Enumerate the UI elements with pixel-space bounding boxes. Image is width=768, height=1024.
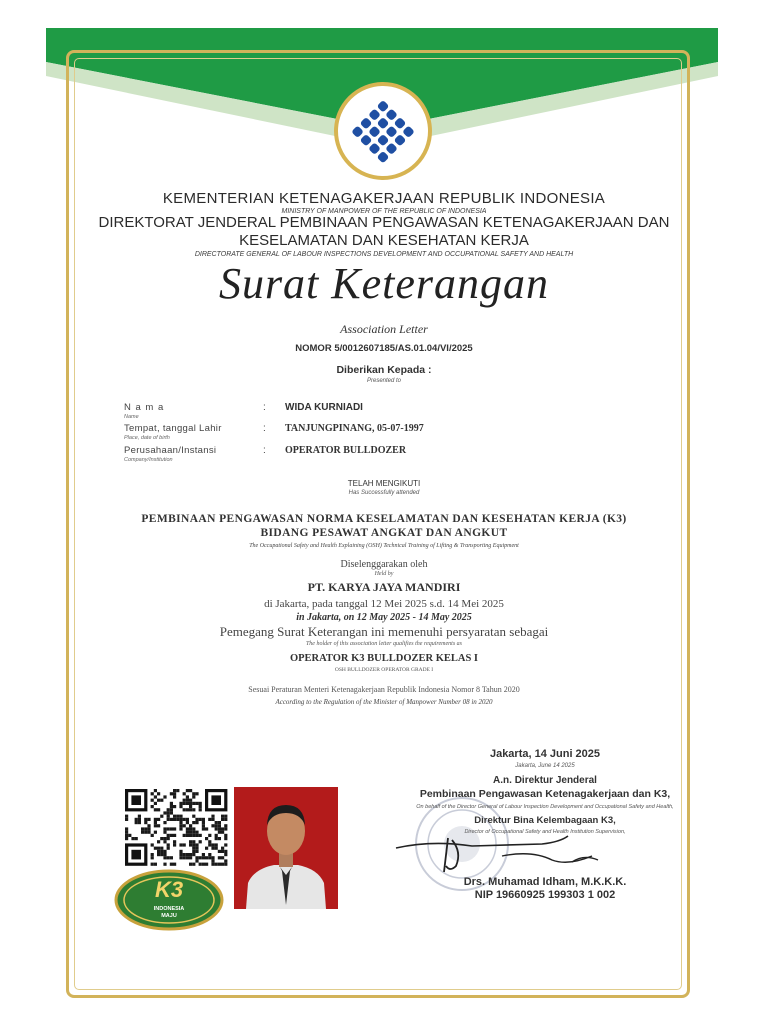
directorate-line2: KESELAMATAN DAN KESEHATAN KERJA — [239, 232, 529, 249]
k3-logo-caption2: MAJU — [161, 913, 177, 919]
birth-colon: : — [263, 423, 266, 434]
program-title-en: The Occupational Safety and Health Explaining (OSH) Technical Training of Lifting & Transporting Equipment — [249, 543, 519, 549]
regulation: Sesuai Peraturan Menteri Ketenagakerjaan Republik Indonesia Nomor 8 Tahun 2020 — [248, 685, 520, 694]
organizer-company: PT. KARYA JAYA MANDIRI — [307, 580, 461, 594]
certificate-title: Surat Keterangan — [218, 259, 550, 308]
name-label: N a m a — [124, 402, 165, 413]
certificate-number: NOMOR 5/0012607185/AS.01.04/VI/2025 — [295, 343, 473, 354]
training-place-date: di Jakarta, pada tanggal 12 Mei 2025 s.d. 14 Mei 2025 — [264, 598, 504, 610]
company-value: OPERATOR BULLDOZER — [285, 445, 407, 456]
recipient-photo — [234, 787, 338, 909]
k3-logo-icon — [114, 869, 224, 931]
k3-logo-text: K3 — [154, 877, 184, 902]
directorate-line1: DIREKTORAT JENDERAL PEMBINAAN PENGAWASAN KETENAGAKERJAAN DAN — [98, 214, 670, 231]
name-value: WIDA KURNIADI — [285, 402, 363, 413]
given-to-label: Diberikan Kepada : — [336, 364, 432, 376]
company-label: Perusahaan/Instansi — [124, 445, 217, 456]
on-behalf-label: A.n. Direktur Jenderal — [493, 775, 597, 786]
organized-by-label-en: Held by — [374, 571, 394, 577]
followed-label: TELAH MENGIKUTI — [347, 479, 421, 488]
signatory-nip: NIP 19660925 199303 1 002 — [474, 889, 616, 901]
program-title-line2: BIDANG PESAWAT ANGKAT DAN ANGKUT — [260, 527, 508, 539]
qualification: OPERATOR K3 BULLDOZER KELAS I — [289, 653, 479, 664]
issue-date: Jakarta, 14 Juni 2025 — [489, 748, 601, 760]
holder-statement-en: The holder of this association letter qualifies the requirements as — [305, 641, 463, 647]
signatory-title: Direktur Bina Kelembagaan K3, — [474, 815, 616, 826]
birth-label: Tempat, tanggal Lahir — [124, 423, 222, 434]
holder-statement: Pemegang Surat Keterangan ini memenuhi persyaratan sebagai — [219, 624, 549, 639]
regulation-en: According to the Regulation of the Minister of Manpower Number 08 in 2020 — [275, 698, 493, 706]
signatory-department-en: On behalf of the Director General of Labour Inspection Development and Occupational Safety and Health, — [416, 804, 674, 810]
ministry-emblem-icon — [334, 82, 432, 180]
organized-by-label: Diselenggarakan oleh — [340, 559, 428, 570]
qualification-en: OSH BULLDOZER OPERATOR GRADE I — [334, 667, 434, 673]
name-label-en: Name — [124, 414, 139, 420]
issue-date-en: Jakarta, June 14 2025 — [515, 763, 575, 769]
k3-logo-caption1: INDONESIA — [153, 906, 185, 912]
signatory-name: Drs. Muhamad Idham, M.K.K.K. — [463, 876, 627, 888]
program-title-line1: PEMBINAAN PENGAWASAN NORMA KESELAMATAN DAN KESEHATAN KERJA (K3) — [141, 513, 627, 525]
name-colon: : — [263, 402, 266, 413]
qr-code-icon — [125, 789, 230, 867]
training-place-date-en: in Jakarta, on 12 May 2025 - 14 May 2025 — [296, 612, 472, 623]
given-to-label-en: Presented to — [366, 378, 402, 384]
birth-value: TANJUNGPINANG, 05-07-1997 — [285, 423, 424, 434]
ministry-name-en: MINISTRY OF MANPOWER OF THE REPUBLIC OF INDONESIA — [281, 208, 487, 215]
followed-label-en: Has Successfully attended — [348, 490, 420, 496]
certificate-subtitle: Association Letter — [340, 322, 428, 336]
birth-label-en: Place, date of birth — [124, 435, 170, 441]
company-colon: : — [263, 445, 266, 456]
company-label-en: Company/Institution — [124, 457, 173, 463]
directorate-en: DIRECTORATE GENERAL OF LABOUR INSPECTIONS DEVELOPMENT AND OCCUPATIONAL SAFETY AND HEALTH — [194, 251, 574, 258]
signatory-title-en: Director of Occupational Safety and Health Institution Supervision, — [464, 829, 626, 835]
signatory-department: Pembinaan Pengawasan Ketenagakerjaan dan K3, — [419, 788, 671, 800]
ministry-name: KEMENTERIAN KETENAGAKERJAAN REPUBLIK INDONESIA — [162, 190, 606, 207]
